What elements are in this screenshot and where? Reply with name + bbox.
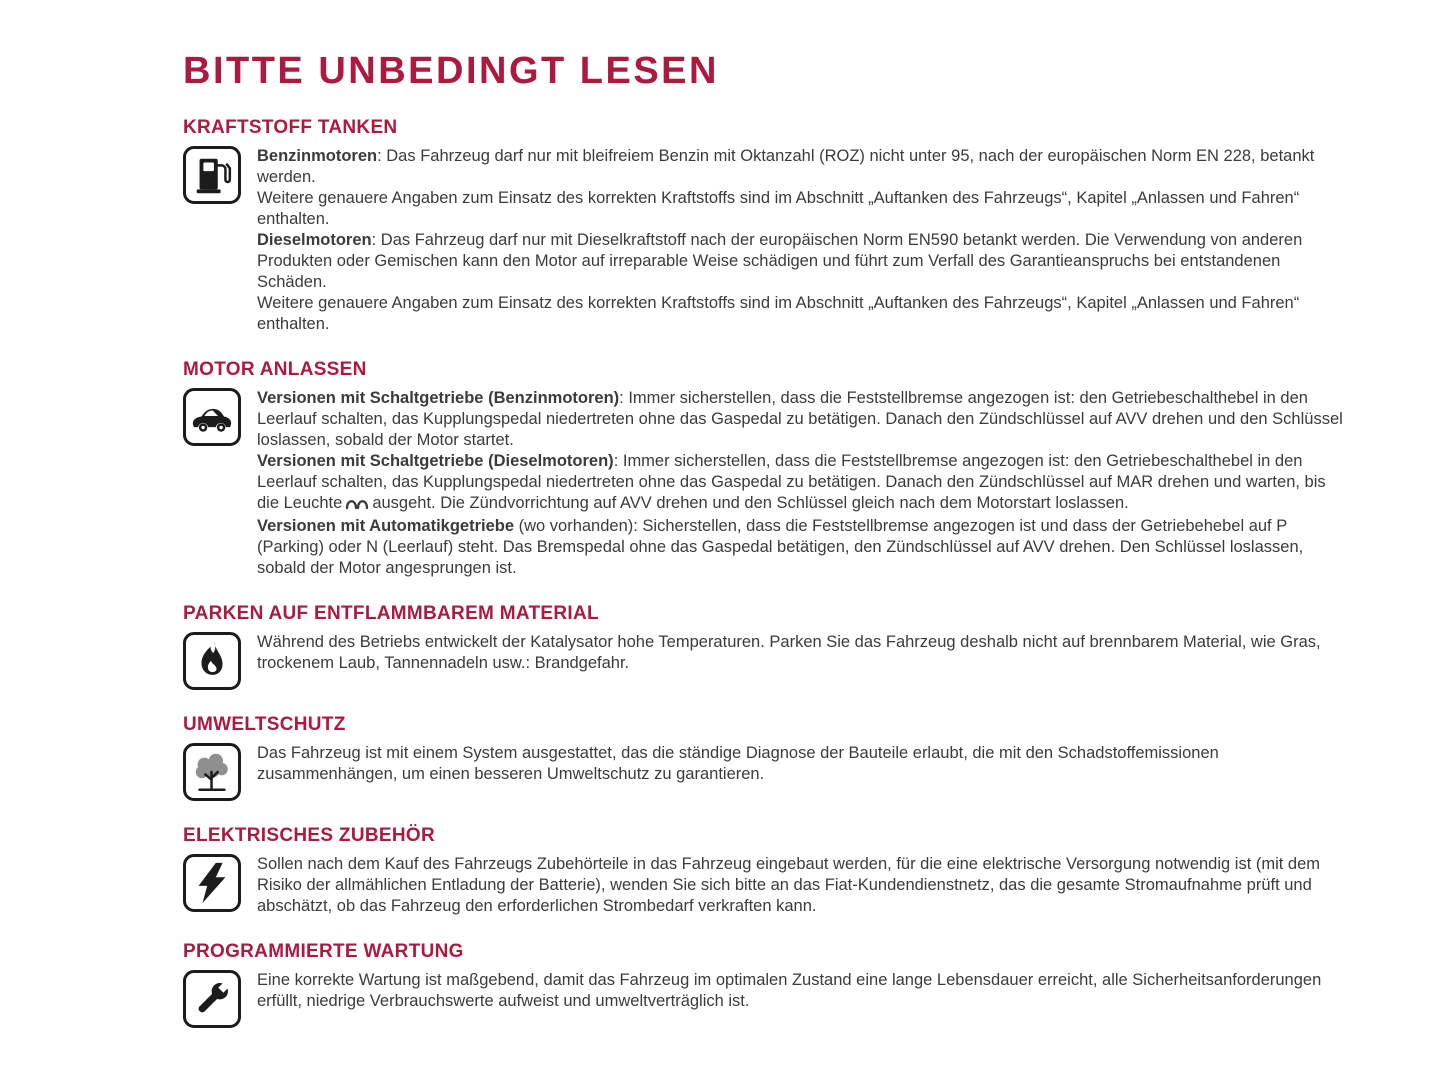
section-kraftstoff-tanken xyxy=(183,117,1345,335)
paragraph: Während des Betriebs entwickelt der Katalysator hohe Temperaturen. Parken Sie das Fahrzeug deshalb nicht auf brennbarem Material, wie Gras, trockenem Laub, Tannennadeln usw.: Brandgefahr. xyxy=(257,633,1321,672)
paragraph: Sollen nach dem Kauf des Fahrzeugs Zubehörteile in das Fahrzeug eingebaut werden, für die eine elektrische Versorgung notwendig ist (mit dem Risiko der allmählichen Entladung der Batterie), wenden Sie sich bitte an das Fiat-Kundendienstnetz, das die gesamte Stromaufnahme prüft und abschätzt, ob das Fahrzeug den erforderlichen Strombedarf verkraften kann. xyxy=(257,855,1321,915)
flame-icon xyxy=(183,632,241,690)
section-body xyxy=(183,743,1345,801)
section-body xyxy=(183,854,1345,917)
glow-plug-indicator-icon xyxy=(345,495,369,516)
section-body xyxy=(183,388,1345,579)
section-programmierte-wartung xyxy=(183,941,1345,1028)
paragraph: Dieselmotoren: Das Fahrzeug darf nur mit Dieselkraftstoff nach der europäischen Norm EN590 betankt werden. Die Verwendung von anderen Produkten oder Gemischen kann den Motor auf irreparable Weise schädigen und führt zum Verfall des Garantieanspruchs bei entstandenen Schäden. xyxy=(257,231,1303,291)
section-text xyxy=(257,146,1345,335)
section-text xyxy=(257,632,1345,674)
section-body xyxy=(183,146,1345,335)
section-heading: ELEKTRISCHES ZUBEHÖR xyxy=(183,825,435,846)
paragraph: Versionen mit Schaltgetriebe (Dieselmotoren): Immer sicherstellen, dass die Feststellbremse angezogen ist: den Getriebeschalthebel in den Leerlauf schalten, das Kupplungspedal niedertreten ohne das Gaspedal zu betätigen. Danach den Zündschlüssel auf MAR drehen und warten, bis die Leuchte ausgeht. Die Zündvorrichtung auf AVV drehen und den Schlüssel gleich nach dem Motorstart loslassen. xyxy=(257,451,1345,516)
section-heading: PARKEN AUF ENTFLAMMBAREM MATERIAL xyxy=(183,603,599,624)
section-heading: KRAFTSTOFF TANKEN xyxy=(183,117,398,138)
paragraph: Benzinmotoren: Das Fahrzeug darf nur mit bleifreiem Benzin mit Oktanzahl (ROZ) nicht unter 95, nach der europäischen Norm EN 228, betankt werden. xyxy=(257,147,1315,186)
page-title: BITTE UNBEDINGT LESEN xyxy=(183,50,719,92)
paragraph: Versionen mit Automatikgetriebe (wo vorhanden): Sicherstellen, dass die Feststellbremse angezogen ist und dass der Getriebehebel auf P (Parking) oder N (Leerlauf) steht. Das Bremspedal ohne das Gaspedal betätigen, den Zündschlüssel auf AVV drehen. Den Schlüssel loslassen, sobald der Motor angesprungen ist. xyxy=(257,517,1304,577)
lightning-bolt-icon xyxy=(183,854,241,912)
section-body xyxy=(183,632,1345,690)
section-text xyxy=(257,854,1345,917)
section-elektrisches-zubehoer xyxy=(183,825,1345,917)
section-heading: PROGRAMMIERTE WARTUNG xyxy=(183,941,464,962)
wrench-icon xyxy=(183,970,241,1028)
section-heading: UMWELTSCHUTZ xyxy=(183,714,346,735)
section-text xyxy=(257,743,1345,785)
car-icon xyxy=(183,388,241,446)
tree-icon xyxy=(183,743,241,801)
sections xyxy=(183,117,1345,1028)
section-heading: MOTOR ANLASSEN xyxy=(183,359,367,380)
section-text xyxy=(257,970,1345,1012)
section-motor-anlassen xyxy=(183,359,1345,579)
paragraph: Weitere genauere Angaben zum Einsatz des korrekten Kraftstoffs sind im Abschnitt „Auftanken des Fahrzeugs“, Kapitel „Anlassen und Fahren“ enthalten. xyxy=(257,294,1300,333)
fuel-pump-icon xyxy=(183,146,241,204)
paragraph: Eine korrekte Wartung ist maßgebend, damit das Fahrzeug im optimalen Zustand eine lange Lebensdauer erreicht, alle Sicherheitsanforderungen erfüllt, niedrige Verbrauchswerte aufweist und umweltverträglich ist. xyxy=(257,971,1322,1010)
section-umweltschutz xyxy=(183,714,1345,801)
section-text xyxy=(257,388,1345,579)
paragraph: Weitere genauere Angaben zum Einsatz des korrekten Kraftstoffs sind im Abschnitt „Auftanken des Fahrzeugs“, Kapitel „Anlassen und Fahren“ enthalten. xyxy=(257,189,1300,228)
section-parken-auf-entflammbarem-material xyxy=(183,603,1345,690)
paragraph: Das Fahrzeug ist mit einem System ausgestattet, das die ständige Diagnose der Bauteile erlaubt, die mit den Schadstoffemissionen zusammenhängen, um einen besseren Umweltschutz zu garantieren. xyxy=(257,744,1219,783)
paragraph: Versionen mit Schaltgetriebe (Benzinmotoren): Immer sicherstellen, dass die Feststellbremse angezogen ist: den Getriebeschalthebel in den Leerlauf schalten, das Kupplungspedal niedertreten ohne das Gaspedal zu betätigen. Danach den Zündschlüssel auf AVV drehen und den Schlüssel loslassen, sobald der Motor startet. xyxy=(257,389,1343,449)
section-body xyxy=(183,970,1345,1028)
